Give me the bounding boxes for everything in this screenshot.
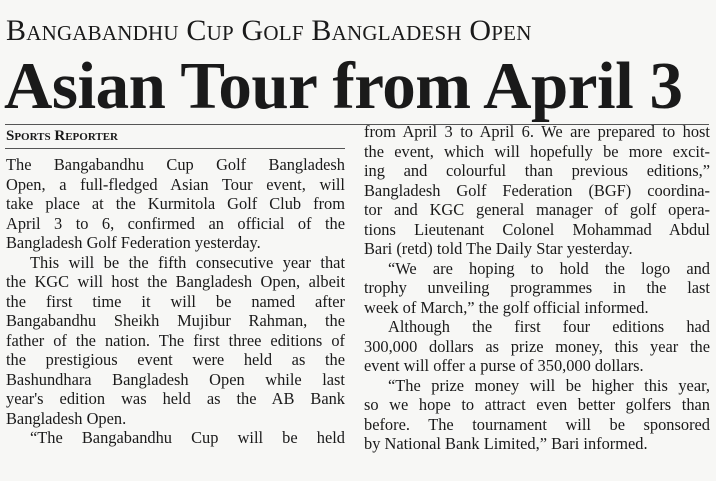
article-text-line: April 3 to 6, confirmed an official of the (6, 213, 345, 233)
article-text-line: Bari (retd) told The Daily Star yesterday. (364, 239, 633, 258)
article-text-line: “We are hoping to hold the logo and (388, 258, 710, 278)
article-text-line: Bashundhara Bangladesh Open while last (6, 369, 345, 389)
article-text-line: Bangladesh Open. (6, 408, 127, 428)
article-text-line: week of March,” the golf official informed. (364, 297, 649, 317)
article-text-line: by National Bank Limited,” Bari informed. (364, 434, 648, 453)
article-text-line: father of the nation. The first three editions of (6, 330, 345, 350)
article-text-line: trophy unveiling programmes in the last (364, 278, 710, 297)
article-text-line: ing and colourful than previous editions,” (364, 161, 710, 180)
article-byline: Sports Reporter (6, 128, 118, 144)
article-text-line: the first time it will be named after (6, 291, 345, 311)
article-text-line: tor and KGC general manager of golf opera- (364, 200, 710, 219)
article-text-line: the prestigious event were held as the (6, 350, 345, 369)
article-column-1 (6, 155, 345, 448)
article-text-line: The Bangabandhu Cup Golf Bangladesh (6, 155, 345, 174)
article-text-line: “The prize money will be higher this year, (388, 375, 710, 395)
article-text-line: Bangladesh Golf Federation yesterday. (6, 233, 261, 252)
article-text-line: Bangladesh Golf Federation (BGF) coordina- (364, 180, 710, 200)
article-text-line: the event, which will hopefully be more excit- (364, 141, 710, 161)
article-text-line: the KGC will host the Bangladesh Open, albeit (6, 272, 345, 291)
article-text-line: year's edition was held as the AB Bank (6, 389, 345, 408)
article-text-line: 300,000 dollars as prize money, this year the (364, 336, 710, 356)
byline-divider (5, 148, 345, 149)
article-text-line: tions Lieutenant Colonel Mohammad Abdul (364, 219, 710, 239)
article-text-line: event will offer a purse of 350,000 dollars. (364, 356, 644, 375)
article-text-line: “The Bangabandhu Cup will be held (30, 428, 345, 447)
article-text-line: take place at the Kurmitola Golf Club from (6, 194, 345, 213)
article-headline: Asian Tour from April 3 (4, 49, 683, 123)
article-text-line: Open, a full-fledged Asian Tour event, will (6, 174, 345, 194)
article-text-line: before. The tournament will be sponsored (364, 414, 710, 434)
article-kicker: Bangabandhu Cup Golf Bangladesh Open (6, 14, 532, 47)
article-text-line: This will be the fifth consecutive year that (30, 252, 345, 272)
article-column-2 (364, 122, 710, 454)
article-text-line: from April 3 to April 6. We are prepared to host (364, 122, 710, 141)
article-text-line: so we hope to attract even better golfers than (364, 395, 710, 414)
article-text-line: Bangabandhu Sheikh Mujibur Rahman, the (6, 311, 345, 330)
article-text-line: Although the first four editions had (388, 317, 710, 336)
